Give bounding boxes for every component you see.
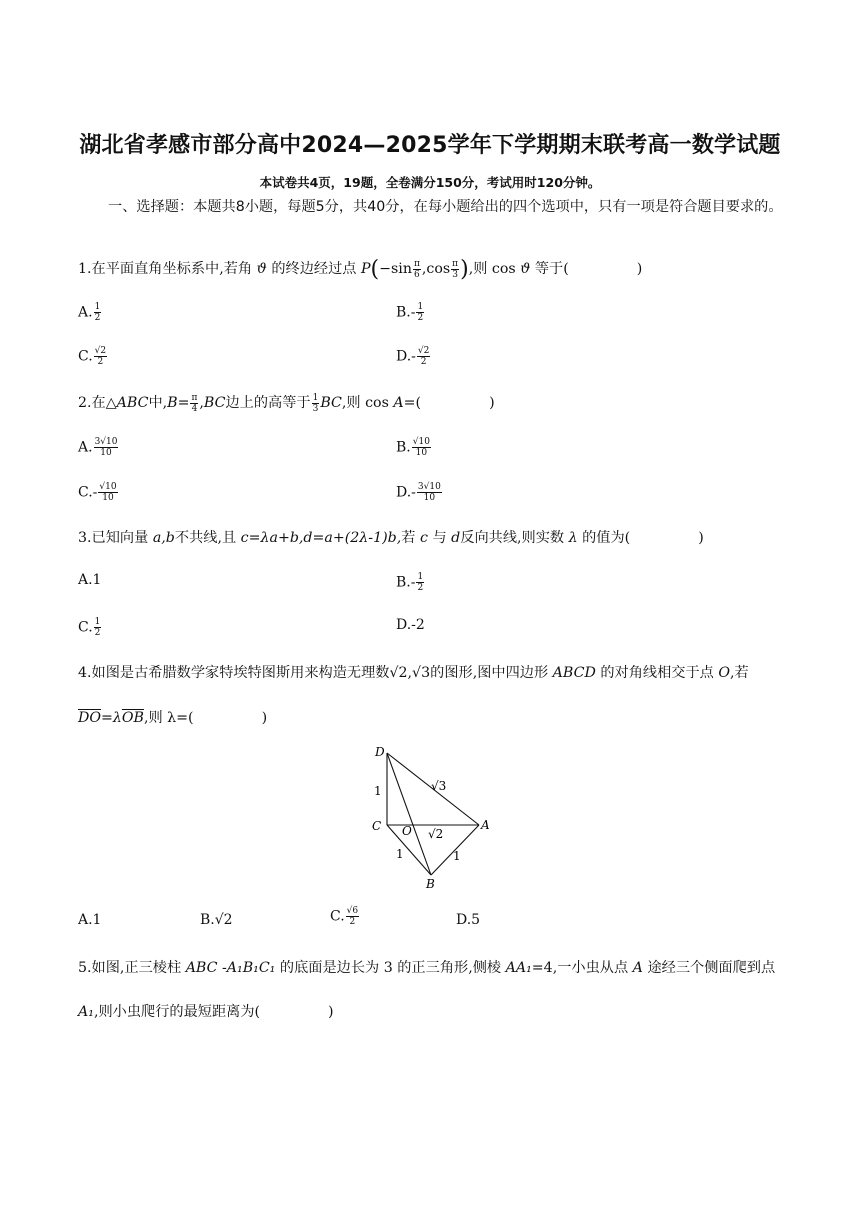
label-oa-length: √2 — [428, 827, 444, 841]
q4-option-d: D.5 — [456, 912, 481, 928]
q2-option-a: A. $\frac{3√10}{10}$ — [78, 437, 118, 458]
q4-option-a: A.1 — [78, 912, 102, 928]
question-2: 2.在△ABC中,B= $\frac{\pi}{4}$ ,BC边上的高等于 $\frac{1}{3}$ BC,则 cos A=( ) — [78, 392, 495, 414]
label-b: B — [426, 877, 435, 890]
q2-option-c: C.- $\frac{√10}{10}$ — [78, 482, 117, 503]
q2-option-d: D.- $\frac{3√10}{10}$ — [396, 482, 441, 503]
label-a: A — [481, 818, 490, 832]
label-cb-length: 1 — [396, 847, 404, 861]
question-5-line-2: A₁,则小虫爬行的最短距离为( ) — [78, 1004, 334, 1020]
label-c: C — [372, 819, 382, 833]
exam-instructions: 本试卷共4页，19题，全卷满分150分，考试用时120分钟。 — [259, 175, 601, 190]
q3-option-c: C. $\frac{1}{2}$ — [78, 617, 101, 638]
question-5-line-1: 5.如图,正三棱柱 ABC -A₁B₁C₁ 的底面是边长为 3 的正三角形,侧棱 AA₁=4,一小虫从点 A 途经三个侧面爬到点 — [78, 960, 776, 976]
q3-option-b: B.- $\frac{1}{2}$ — [396, 572, 424, 593]
q1-option-d: D.- $\frac{√2}{2}$ — [396, 346, 430, 367]
q1-option-b: B.- $\frac{1}{2}$ — [396, 302, 424, 323]
label-o: O — [402, 824, 412, 838]
q2-option-b: B. $\frac{√10}{10}$ — [396, 437, 430, 458]
q4-figure — [360, 740, 500, 890]
label-dc-length: 1 — [374, 784, 382, 798]
label-da-length: √3 — [431, 779, 447, 793]
q1-option-c: C. $\frac{√2}{2}$ — [78, 346, 107, 367]
question-1: 1.在平面直角坐标系中,若角 ϑ 的终边经过点 P(−sin $\frac{\pi}{6}$ ,cos $\frac{\pi}{3}$ ),则 cos ϑ 等于( ) — [78, 257, 643, 282]
segment-db — [387, 753, 431, 875]
label-d: D — [375, 745, 385, 759]
q1-option-a: A. $\frac{1}{2}$ — [78, 302, 101, 323]
q3-option-a: A.1 — [78, 572, 102, 588]
q4-option-b: B.√2 — [200, 912, 233, 928]
question-4-line-2: $\overline{DO}=\lambda\overline{OB}$,则 λ=( ) — [78, 710, 268, 726]
q4-option-c: C. $\frac{√6}{2}$ — [330, 906, 359, 927]
label-ba-length: 1 — [453, 849, 461, 863]
q3-option-d: D.-2 — [396, 617, 425, 633]
question-4-line-1: 4.如图是古希腊数学家特埃特图斯用来构造无理数√2,√3的图形,图中四边形 ABCD 的对角线相交于点 O,若 — [78, 665, 749, 681]
page-title: 湖北省孝感市部分高中2024—2025学年下学期期末联考高一数学试题 — [79, 133, 781, 158]
question-3: 3.已知向量 a,b不共线,且 c=λa+b,d=a+(2λ-1)b,若 c 与 d反向共线,则实数 λ 的值为( ) — [78, 530, 704, 546]
section-heading: 一、选择题：本题共8小题，每题5分，共40分，在每小题给出的四个选项中，只有一项是符合题目要求的。 — [108, 199, 783, 215]
